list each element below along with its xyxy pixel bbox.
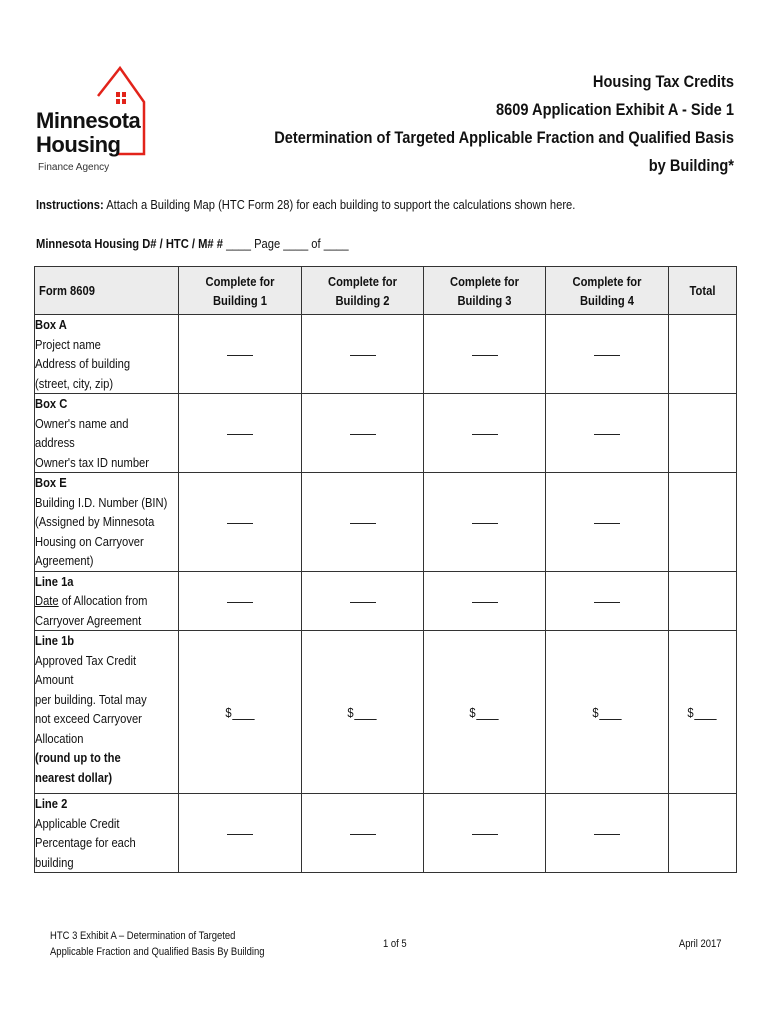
box-e-building-1[interactable] xyxy=(179,473,302,572)
line-2-building-3[interactable] xyxy=(424,794,546,873)
box-a-building-3[interactable] xyxy=(424,315,546,394)
box-a-building-2[interactable] xyxy=(302,315,424,394)
title-line-3: Determination of Targeted Applicable Fraction and Qualified Basis xyxy=(274,128,734,147)
instructions-text: Attach a Building Map (HTC Form 28) for each building to support the calculations shown here. xyxy=(103,197,576,212)
table-header-row xyxy=(35,267,737,315)
title-line-1: Housing Tax Credits xyxy=(592,72,734,91)
of-blank[interactable]: ____ xyxy=(320,236,349,251)
box-a-building-1[interactable] xyxy=(179,315,302,394)
line-1b-building-3[interactable]: $ xyxy=(424,631,546,794)
logo-housing: Housing xyxy=(36,132,121,157)
header-total: Total xyxy=(669,267,737,315)
title-line-2: 8609 Application Exhibit A - Side 1 xyxy=(495,100,734,119)
line-2-building-2[interactable] xyxy=(302,794,424,873)
footer-page-number: 1 of 5 xyxy=(383,938,407,950)
footer-form-title: HTC 3 Exhibit A – Determination of Targeted Applicable Fraction and Qualified Basis By Building xyxy=(50,930,265,958)
title-line-4: by Building* xyxy=(648,156,734,175)
box-e-total xyxy=(669,473,737,572)
table-row xyxy=(35,794,737,873)
document-title-block xyxy=(174,68,734,180)
line-1a-total xyxy=(669,571,737,631)
line-1a-building-3[interactable] xyxy=(424,571,546,631)
table-row xyxy=(35,315,737,394)
row-label-line-1a: Line 1a Date of Allocation from Carryover Agreement xyxy=(35,571,179,631)
box-c-building-1[interactable] xyxy=(179,394,302,473)
footer-date: April 2017 xyxy=(679,938,722,950)
row-label-box-e: Box E Building I.D. Number (BIN) (Assigned by Minnesota Housing on Carryover Agreement) xyxy=(35,473,179,572)
line-1a-building-4[interactable] xyxy=(546,571,669,631)
line-1b-building-1[interactable]: $ xyxy=(179,631,302,794)
box-e-building-2[interactable] xyxy=(302,473,424,572)
line-2-building-1[interactable] xyxy=(179,794,302,873)
id-label: Minnesota Housing D# / HTC / M# # xyxy=(36,236,223,251)
instructions-label: Instructions: xyxy=(36,197,104,212)
id-line xyxy=(36,236,349,251)
logo-finance-agency: Finance Agency xyxy=(38,162,110,173)
box-c-building-2[interactable] xyxy=(302,394,424,473)
row-label-line-1b: Line 1b Approved Tax Credit Amount per building. Total may not exceed Carryover Allocation (round up to the nearest dollar) xyxy=(35,631,179,794)
box-a-total xyxy=(669,315,737,394)
header-building-4: Complete for Building 4 xyxy=(546,267,669,315)
page-blank[interactable]: ____ xyxy=(280,236,312,251)
line-1b-building-4[interactable]: $ xyxy=(546,631,669,794)
table-row xyxy=(35,631,737,794)
id-blank[interactable]: ____ xyxy=(222,236,255,251)
of-label: of xyxy=(311,236,321,251)
box-c-total xyxy=(669,394,737,473)
row-label-box-c: Box C Owner's name and address Owner's tax ID number xyxy=(35,394,179,473)
instructions xyxy=(36,197,575,212)
line-2-building-4[interactable] xyxy=(546,794,669,873)
table-row xyxy=(35,394,737,473)
minnesota-housing-logo xyxy=(36,64,156,182)
header-building-3: Complete for Building 3 xyxy=(424,267,546,315)
line-1a-building-2[interactable] xyxy=(302,571,424,631)
box-c-building-3[interactable] xyxy=(424,394,546,473)
building-form-table xyxy=(34,266,737,873)
header-building-1: Complete for Building 1 xyxy=(179,267,302,315)
row-label-line-2: Line 2 Applicable Credit Percentage for each building xyxy=(35,794,179,873)
header-form-8609: Form 8609 xyxy=(35,267,179,315)
box-e-building-3[interactable] xyxy=(424,473,546,572)
line-1a-building-1[interactable] xyxy=(179,571,302,631)
page-label: Page xyxy=(254,236,281,251)
box-c-building-4[interactable] xyxy=(546,394,669,473)
table-row xyxy=(35,473,737,572)
line-2-total xyxy=(669,794,737,873)
line-1b-building-2[interactable]: $ xyxy=(302,631,424,794)
row-label-box-a: Box A Project name Address of building (street, city, zip) xyxy=(35,315,179,394)
box-a-building-4[interactable] xyxy=(546,315,669,394)
box-e-building-4[interactable] xyxy=(546,473,669,572)
table-row xyxy=(35,571,737,631)
header-building-2: Complete for Building 2 xyxy=(302,267,424,315)
logo-minnesota: Minnesota xyxy=(36,108,141,133)
line-1b-total[interactable]: $ xyxy=(669,631,737,794)
